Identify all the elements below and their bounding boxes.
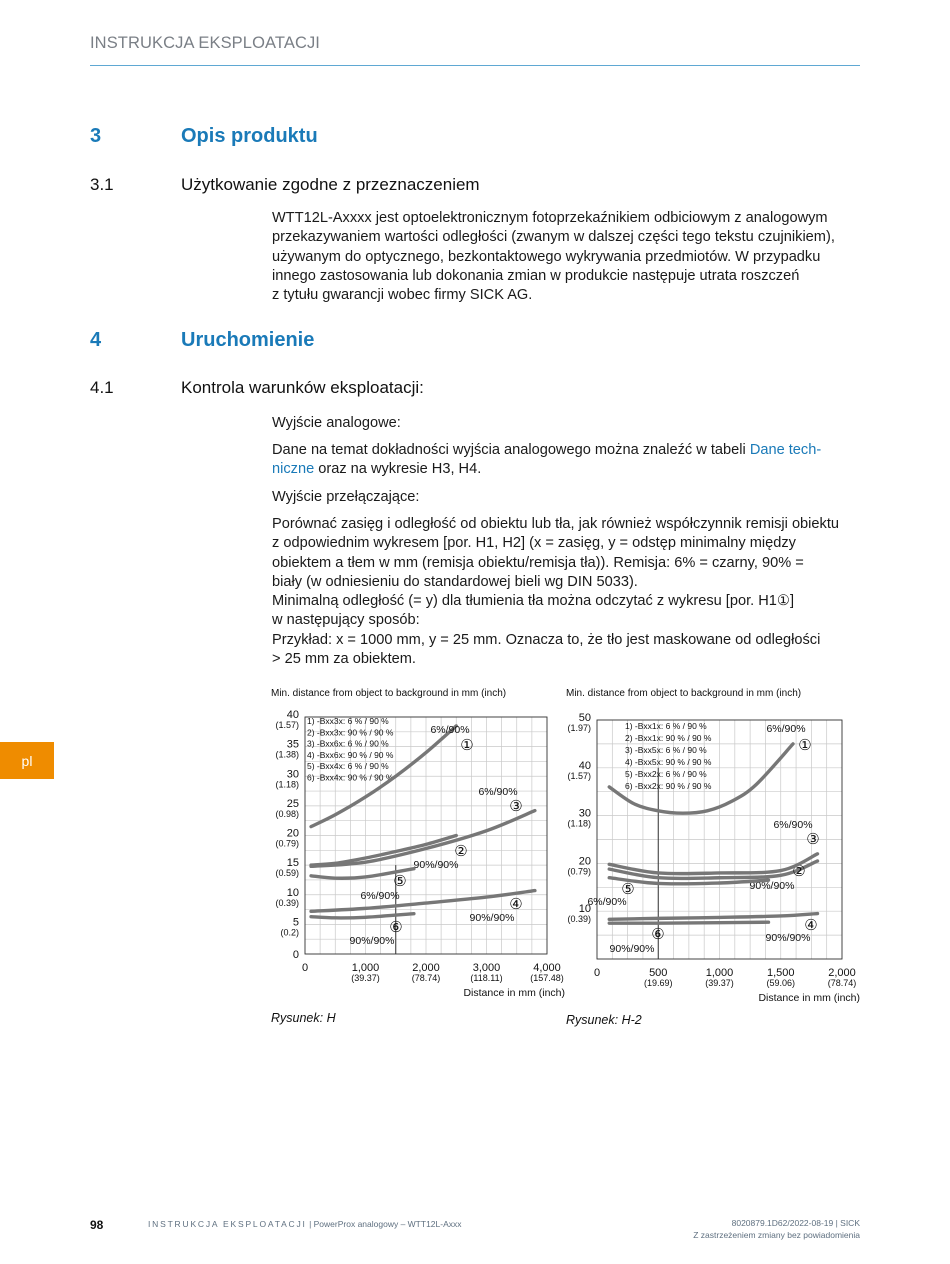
x-tick-label: 3,000 [472, 962, 501, 974]
chart-h [270, 703, 570, 1003]
text-line: Minimalną odległość (= y) dla tłumienia tła można odczytać z wykresu [por. H1①] [272, 593, 795, 610]
y-tick-label: 50 [578, 712, 591, 724]
x-tick-label: 2,000 [412, 962, 440, 974]
text-line: > 25 mm za obiektem. [272, 651, 416, 668]
section-3-number: 3 [90, 125, 102, 147]
x-tick-sublabel: (118.11) [470, 973, 503, 983]
x-tick-label: 1,500 [766, 967, 795, 979]
technical-data-link-cont[interactable]: niczne [272, 461, 315, 478]
header-rule [90, 65, 860, 66]
y-tick-label: 30 [286, 768, 299, 781]
y-tick-sublabel: (0.79) [567, 866, 591, 877]
text-line: innego zastosowania lub dokonania zmian w produkcie następuje utrata roszczeń [272, 267, 800, 284]
series-label-1: 6%/90% [766, 723, 806, 735]
y-tick-sublabel: (0.39) [275, 897, 299, 908]
legend-entry: 2) -Bxx1x: 90 % / 90 % [625, 733, 712, 743]
series-label-2: 90%/90% [413, 859, 459, 871]
legend-entry: 1) -Bxx3x: 6 % / 90 % [307, 716, 389, 726]
chart-h2-title: Min. distance from object to background in mm (inch) [566, 688, 802, 699]
series-line-6 [609, 922, 768, 923]
y-tick-sublabel: (0.2) [280, 927, 299, 938]
y-tick-label: 15 [286, 857, 299, 870]
language-tab[interactable]: pl [0, 742, 54, 779]
series-label-3: 6%/90% [478, 786, 518, 798]
text-span: oraz na wykresie H3, H4. [314, 461, 482, 478]
y-tick-label: 35 [286, 738, 299, 751]
series-marker-5: ⑤ [393, 873, 407, 890]
legend-entry: 5) -Bxx4x: 6 % / 90 % [307, 761, 389, 772]
section-3-1-title: Użytkowanie zgodne z przeznaczeniem [181, 175, 480, 194]
footer-note: Z zastrzeżeniem zmiany bez powiadomienia [693, 1229, 860, 1240]
technical-data-link[interactable]: Dane tech‑ [749, 442, 822, 458]
y-tick-sublabel: (1.18) [275, 779, 299, 790]
x-tick-label: 1,000 [705, 967, 734, 979]
series-line-3 [609, 854, 817, 874]
y-tick-sublabel: (1.38) [275, 749, 299, 760]
y-tick-sublabel: (0.79) [275, 838, 299, 849]
text-line: obiektem a tłem w mm (remisja obiektu/remisja tła)). Remisja: 6% = czarny, 90% = [272, 554, 804, 571]
paragraph-intended-use [272, 209, 862, 305]
series-label-5: 6%/90% [360, 890, 400, 902]
y-tick-sublabel: (0.98) [275, 808, 299, 819]
text-line: Przykład: x = 1000 mm, y = 25 mm. Oznacza to, że tło jest maskowane od odległości [272, 631, 821, 648]
x-tick-sublabel: (78.74) [411, 973, 441, 983]
section-3-1-number: 3.1 [90, 175, 114, 194]
chart-h2 [560, 703, 865, 1003]
text-line: przekazywaniem wartości odległości (zwanym w dalszej części tego tekstu czujnikiem), [272, 229, 835, 246]
series-marker-2: ② [792, 863, 806, 880]
text-line: Porównać zasięg i odległość od obiektu lub tła, jak również współczynnik remisji obiektu [272, 516, 840, 532]
footer-subtitle: | PowerProx analogowy – WTT12L-Axxx [306, 1219, 462, 1229]
footer-reference [693, 1218, 860, 1241]
section-4-title: Uruchomienie [181, 329, 315, 351]
y-tick-label: 10 [578, 903, 591, 916]
series-marker-1: ① [798, 737, 812, 754]
paragraph-analog-accuracy [272, 441, 862, 480]
analog-output-label: Wyjście analogowe: [272, 415, 401, 431]
text-line: z tytułu gwarancji wobec firmy SICK AG. [272, 287, 533, 304]
series-marker-1: ① [460, 737, 474, 754]
x-tick-label: 500 [649, 967, 668, 979]
chart-h2-caption: Rysunek: H-2 [566, 1013, 642, 1027]
legend-entry: 6) -Bxx4x: 90 % / 90 % [307, 772, 394, 783]
text-line: z odpowiednim wykresem [por. H1, H2] (x = zasięg, y = odstęp minimalny między [272, 535, 796, 552]
page-number: 98 [90, 1218, 104, 1232]
y-tick-label: 10 [286, 886, 299, 899]
y-tick-label: 25 [286, 797, 299, 810]
legend-entry: 1) -Bxx1x: 6 % / 90 % [625, 721, 707, 731]
y-tick-sublabel: (1.57) [275, 720, 299, 730]
x-tick-label: 2,000 [828, 967, 856, 979]
series-line-4 [609, 914, 817, 920]
paragraph-comparison [272, 515, 862, 669]
legend-entry: 6) -Bxx2x: 90 % / 90 % [625, 781, 712, 791]
running-header: INSTRUKCJA EKSPLOATACJI [90, 34, 320, 52]
y-tick-label: 30 [578, 807, 591, 820]
x-tick-label: 4,000 [533, 962, 561, 974]
legend-entry: 4) -Bxx6x: 90 % / 90 % [307, 749, 394, 760]
section-4-1-number: 4.1 [90, 378, 114, 397]
x-axis-label: Distance in mm (inch) [463, 987, 565, 999]
chart-h-title: Min. distance from object to background in mm (inch) [271, 688, 507, 699]
y-tick-label: 40 [578, 759, 591, 772]
footer-ref-text: 8020879.1D62/2022-08-19 | SICK [731, 1218, 860, 1228]
y-tick-label: 0 [292, 949, 299, 961]
series-marker-2: ② [454, 843, 468, 860]
x-tick-sublabel: (19.69) [643, 978, 673, 988]
section-4-number: 4 [90, 329, 102, 351]
series-line-6 [311, 914, 414, 918]
y-tick-label: 20 [286, 827, 299, 840]
x-tick-sublabel: (157.48) [530, 973, 564, 983]
series-label-5: 6%/90% [587, 896, 627, 908]
series-label-6: 90%/90% [609, 943, 655, 955]
y-tick-sublabel: (0.59) [275, 868, 299, 879]
x-axis-label: Distance in mm (inch) [758, 992, 860, 1003]
x-tick-sublabel: (39.37) [705, 978, 734, 988]
legend-entry: 3) -Bxx5x: 6 % / 90 % [625, 745, 707, 755]
section-3-title: Opis produktu [181, 125, 318, 147]
y-tick-sublabel: (1.97) [567, 723, 591, 733]
legend-entry: 5) -Bxx2x: 6 % / 90 % [625, 769, 707, 779]
text-line: biały (w odniesieniu do standardowej bieli wg DIN 5033). [272, 573, 638, 590]
y-tick-label: 20 [578, 855, 591, 868]
series-marker-3: ③ [509, 798, 523, 815]
series-label-4: 90%/90% [765, 932, 811, 944]
series-marker-3: ③ [806, 831, 820, 848]
series-marker-4: ④ [509, 896, 523, 913]
series-label-3: 6%/90% [773, 819, 813, 831]
series-label-4: 90%/90% [469, 912, 515, 924]
series-marker-4: ④ [804, 917, 818, 934]
y-tick-sublabel: (1.57) [567, 770, 591, 781]
text-line: w następujący sposób: [272, 612, 420, 629]
x-tick-label: 0 [301, 962, 309, 974]
y-tick-sublabel: (0.39) [567, 914, 591, 925]
series-marker-6: ⑥ [389, 919, 403, 936]
chart-h-caption: Rysunek: H [271, 1011, 336, 1025]
series-marker-6: ⑥ [651, 926, 665, 943]
series-label-6: 90%/90% [349, 935, 395, 947]
x-tick-sublabel: (39.37) [351, 973, 380, 983]
legend-entry: 4) -Bxx5x: 90 % / 90 % [625, 757, 712, 767]
y-tick-label: 40 [286, 709, 299, 721]
text-span: Dane na temat dokładności wyjścia analogowego można znaleźć w tabeli [272, 442, 750, 458]
series-label-2: 90%/90% [749, 880, 795, 892]
footer-doc-title [148, 1219, 462, 1229]
footer-title-text: INSTRUKCJA EKSPLOATACJI [148, 1219, 307, 1229]
y-tick-label: 5 [292, 916, 299, 929]
legend-entry: 2) -Bxx3x: 90 % / 90 % [307, 727, 394, 738]
switching-output-label: Wyjście przełączające: [272, 489, 420, 505]
section-4-1-title: Kontrola warunków eksploatacji: [181, 378, 424, 397]
legend-entry: 3) -Bxx6x: 6 % / 90 % [307, 738, 389, 749]
series-label-1: 6%/90% [430, 724, 470, 736]
x-tick-label: 0 [593, 967, 601, 979]
x-tick-sublabel: (78.74) [827, 978, 857, 988]
text-line: WTT12L-Axxxx jest optoelektronicznym fotoprzekaźnikiem odbiciowym z analogowym [272, 210, 828, 226]
series-marker-5: ⑤ [621, 881, 635, 898]
x-tick-label: 1,000 [351, 962, 380, 974]
text-line: używanym do optycznego, bezkontaktowego wykrywania przedmiotów. W przypadku [272, 248, 821, 265]
y-tick-sublabel: (1.18) [567, 818, 591, 829]
x-tick-sublabel: (59.06) [766, 978, 796, 988]
